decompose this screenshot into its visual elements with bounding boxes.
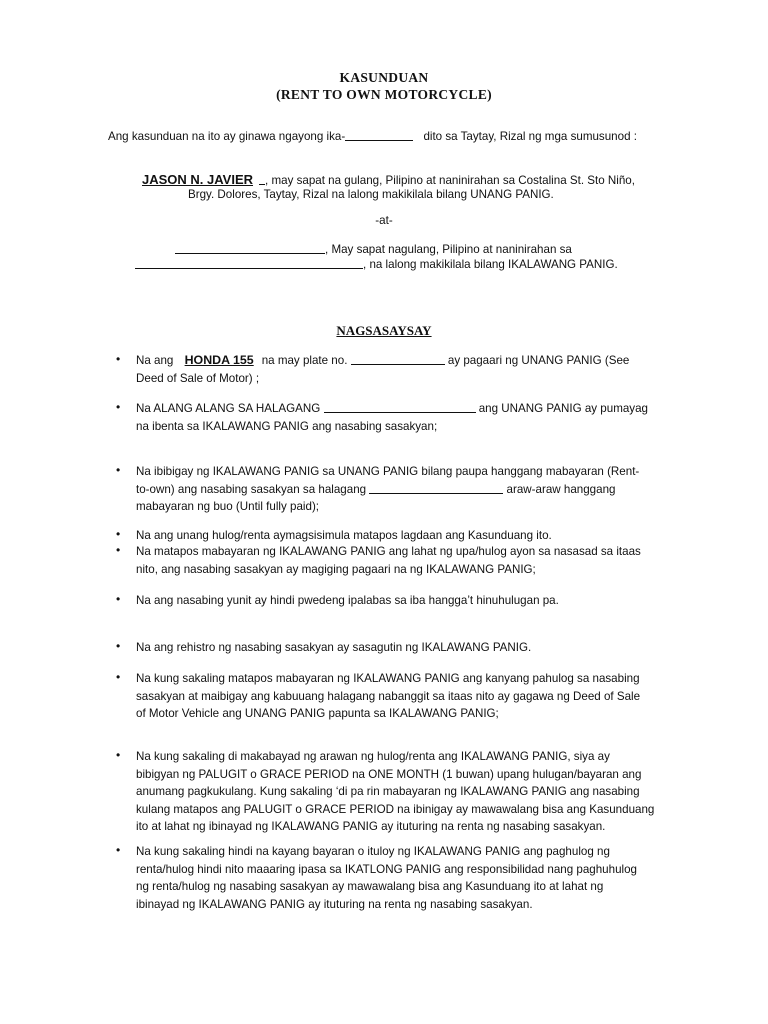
price-blank	[324, 401, 476, 413]
bullet-icon: •	[116, 639, 121, 653]
bullet-icon: •	[116, 592, 121, 606]
party2-line2	[135, 257, 618, 271]
party1-line2: Brgy. Dolores, Taytay, Rizal na lalong makikilala bilang UNANG PANIG.	[188, 188, 554, 201]
party1-line1	[130, 172, 635, 187]
list-item: Na ang HONDA 155 na may plate no. ay pagaari ng UNANG PANIG (See Deed of Sale of Motor) ;	[136, 353, 630, 385]
document-subtitle: (RENT TO OWN MOTORCYCLE)	[276, 87, 492, 102]
bullet-icon: •	[116, 748, 121, 762]
document-title: KASUNDUAN	[339, 70, 429, 85]
intro-line	[108, 129, 637, 143]
bullet-icon: •	[116, 543, 121, 557]
bullet-icon: •	[116, 670, 121, 684]
list-item: Na ang unang hulog/renta aymagsisimula matapos lagdaan ang Kasunduang ito.	[136, 529, 552, 542]
bullet-icon: •	[116, 843, 121, 857]
party2-line1	[175, 242, 572, 256]
date-blank	[345, 129, 413, 141]
list-item: Na ang rehistro ng nasabing sasakyan ay sasagutin ng IKALAWANG PANIG.	[136, 641, 532, 654]
motorcycle-model: HONDA 155	[184, 353, 254, 367]
party2-text1: , May sapat nagulang, Pilipino at naninirahan sa	[325, 243, 572, 256]
party2-name-blank	[175, 242, 325, 254]
list-item: Na kung sakaling hindi na kayang bayaran o ituloy ng IKALAWANG PANIG ang paghulog ng renta/hulog hindi nito maaaring ipasa sa IKATLONG PANIG ang responsibilidad nang paghuhulog ng renta/hulog ng nasabing sasakyan ay mawawalang bisa ang Kasunduang ito at lahat ng ibinayad ng IKALAWANG PANIG ay ituturing na renta ng nasabing sasakyan.	[136, 845, 637, 911]
list-item: Na ibibigay ng IKALAWANG PANIG sa UNANG PANIG bilang paupa hanggang mabayaran (Rent- to-own) ang nasabing sasakyan sa halagang araw-araw hanggang mabayaran ng buo (Until fully paid);	[136, 465, 640, 514]
plate-number-blank	[351, 353, 445, 365]
list-item: Na kung sakaling matapos mabayaran ng IKALAWANG PANIG ang kanyang pahulog sa nasabing sasakyan at maibigay ang kabuuang halagang nabanggit sa itaas nito ay gagawa ng Deed of Sale of Motor Vehicle ang UNANG PANIG papunta sa IKALAWANG PANIG;	[136, 672, 641, 721]
list-item: Na kung sakaling di makabayad ng arawan ng hulog/renta ang IKALAWANG PANIG, siya ay bibigyan ng PALUGIT o GRACE PERIOD na ONE MONTH (1 buwan) upang hulugan/bayaran ang anumang pagkukulang. Kung sakaling ‘di pa rin mabayaran ng IKALAWANG PANIG ang nasabing kulang matapos ang PALUGIT o GRACE PERIOD na ibinigay ay mawawalang bisa ang Kasunduang ito at lahat ng ibinayad ng IKALAWANG PANIG ay ituturing na renta ng nasabing sasakyan.	[136, 750, 655, 834]
list-item: Na matapos mabayaran ng IKALAWANG PANIG ang lahat ng upa/hulog ayon sa nasasad sa itaas nito, ang nasabing sasakyan ay magiging pagaari na ng IKALAWANG PANIG;	[136, 545, 641, 576]
party2-address-blank	[135, 257, 363, 269]
party1-text1: , may sapat na gulang, Pilipino at naninirahan sa Costalina St. Sto Niño,	[265, 174, 635, 187]
bullet-icon: •	[116, 527, 121, 541]
separator: -at-	[375, 214, 393, 227]
bullet-icon: •	[116, 352, 121, 366]
section-heading: NAGSASAYSAY	[336, 323, 432, 338]
party1-name: JASON N. JAVIER	[142, 172, 254, 187]
intro-text-before: Ang kasunduan na ito ay ginawa ngayong ika-	[108, 130, 346, 143]
daily-rate-blank	[369, 482, 503, 494]
bullet-icon: •	[116, 400, 121, 414]
bullet-icon: •	[116, 463, 121, 477]
intro-text-after: dito sa Taytay, Rizal ng mga sumusunod :	[423, 130, 637, 143]
list-item: Na ang nasabing yunit ay hindi pwedeng ipalabas sa iba hangga’t hinuhulugan pa.	[136, 594, 559, 607]
list-item: Na ALANG ALANG SA HALAGANG ang UNANG PANIG ay pumayag na ibenta sa IKALAWANG PANIG ang nasabing sasakyan;	[136, 402, 648, 433]
party2-text2: , na lalong makikilala bilang IKALAWANG PANIG.	[363, 258, 618, 271]
